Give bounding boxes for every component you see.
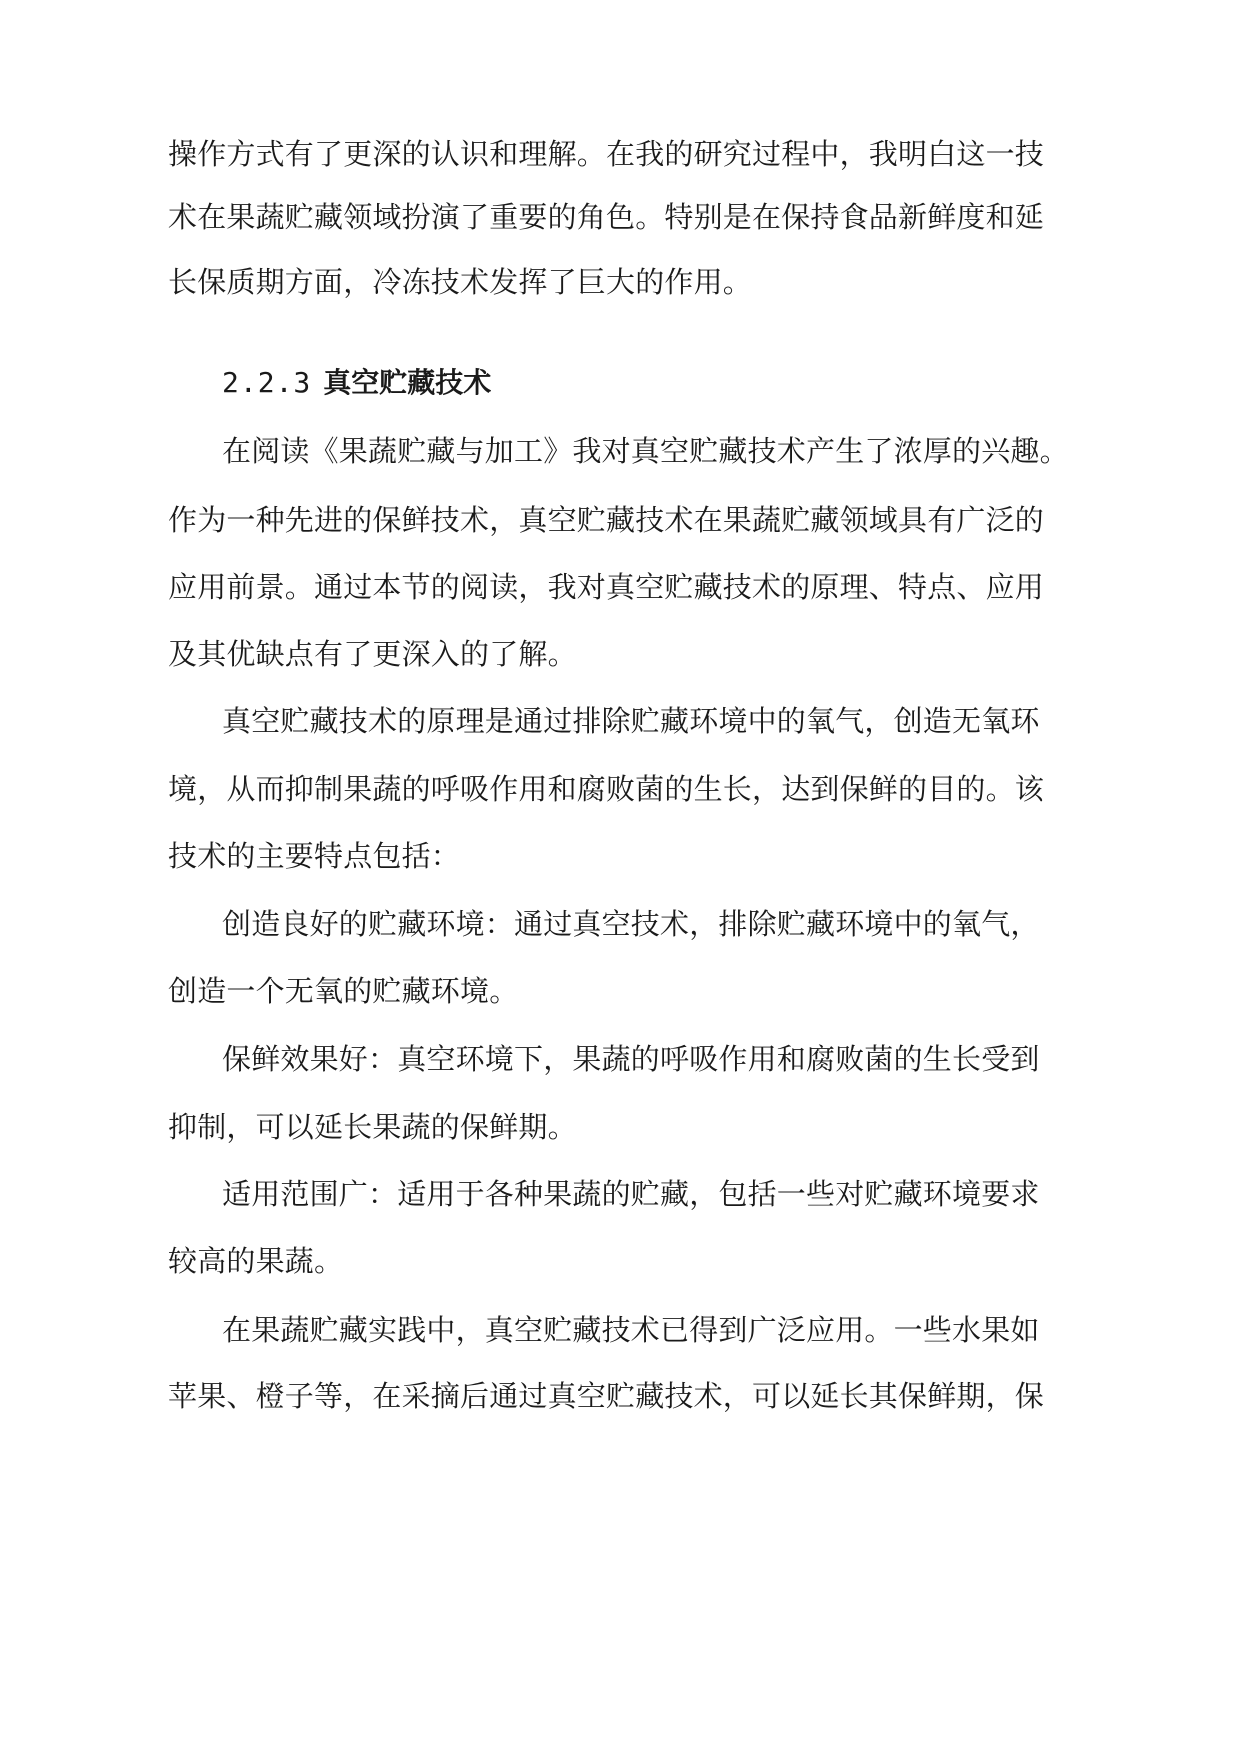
paragraph-line: 较高的果蔬。: [168, 1244, 344, 1278]
paragraph-line: 真空贮藏技术的原理是通过排除贮藏环境中的氧气，创造无氧环: [222, 704, 1040, 738]
section-heading: [222, 365, 491, 401]
paragraph-line: 技术的主要特点包括：: [168, 839, 461, 873]
paragraph-line: 在阅读《果蔬贮藏与加工》我对真空贮藏技术产生了浓厚的兴趣。: [222, 434, 1069, 468]
paragraph-line: 保鲜效果好：真空环境下，果蔬的呼吸作用和腐败菌的生长受到: [222, 1042, 1040, 1076]
paragraph-line: 长保质期方面，冷冻技术发挥了巨大的作用。: [168, 265, 753, 299]
section-title: 真空贮藏技术: [323, 366, 492, 399]
paragraph-line: 及其优缺点有了更深入的了解。: [168, 637, 577, 671]
paragraph-line: 抑制，可以延长果蔬的保鲜期。: [168, 1110, 577, 1144]
paragraph-line: 苹果、橙子等，在采摘后通过真空贮藏技术，可以延长其保鲜期，保: [168, 1379, 1045, 1413]
paragraph-line: 作为一种先进的保鲜技术，真空贮藏技术在果蔬贮藏领域具有广泛的: [168, 503, 1045, 537]
paragraph-line: 在果蔬贮藏实践中，真空贮藏技术已得到广泛应用。一些水果如: [222, 1313, 1040, 1347]
paragraph-line: 操作方式有了更深的认识和理解。在我的研究过程中，我明白这一技: [168, 137, 1045, 171]
paragraph-line: 术在果蔬贮藏领域扮演了重要的角色。特别是在保持食品新鲜度和延: [168, 200, 1045, 234]
section-number: 2.2.3: [222, 366, 312, 399]
paragraph-line: 应用前景。通过本节的阅读，我对真空贮藏技术的原理、特点、应用: [168, 570, 1045, 604]
paragraph-line: 适用范围广：适用于各种果蔬的贮藏，包括一些对贮藏环境要求: [222, 1177, 1040, 1211]
paragraph-line: 创造良好的贮藏环境：通过真空技术，排除贮藏环境中的氧气，: [222, 907, 1040, 941]
paragraph-line: 创造一个无氧的贮藏环境。: [168, 974, 519, 1008]
paragraph-line: 境，从而抑制果蔬的呼吸作用和腐败菌的生长，达到保鲜的目的。该: [168, 772, 1045, 806]
